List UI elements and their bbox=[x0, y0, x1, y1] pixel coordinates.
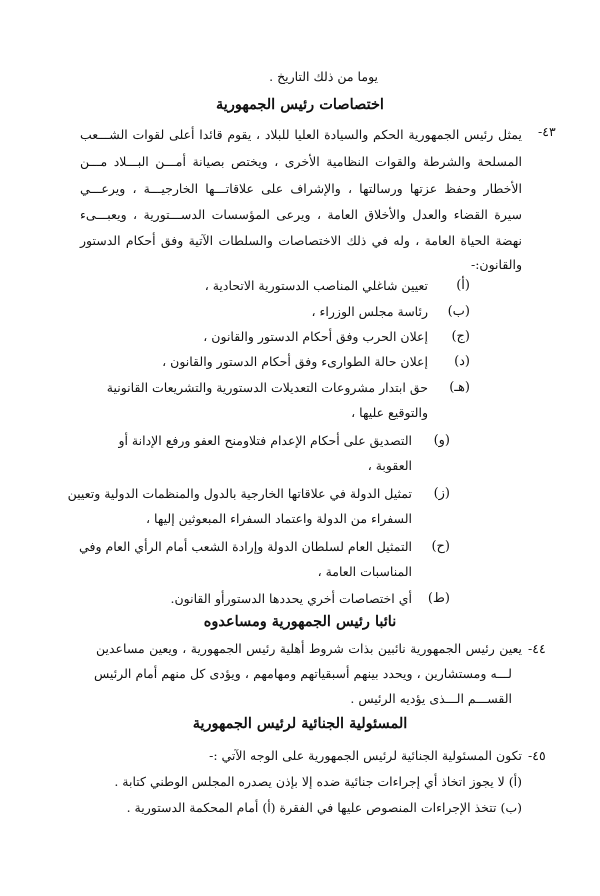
article-number-45: -٤٥ bbox=[528, 748, 546, 763]
section-heading-criminal-liability: المسئولية الجنائية لرئيس الجمهورية bbox=[192, 715, 408, 732]
item-text: أي اختصاصات أخري يحددها الدستورأو القانون. bbox=[170, 591, 412, 606]
paragraph-line: الأخطار وحفظ عزتها ورسالتها ، والإشراف على علاقاتـــها الخارجيـــة ، ويرعـــي bbox=[80, 181, 522, 196]
item-label: (د) bbox=[454, 354, 470, 369]
article-number-44: -٤٤ bbox=[528, 641, 546, 656]
item-label: (ج) bbox=[451, 329, 470, 344]
item-text: حق ابتدار مشروعات التعديلات الدستورية والتشريعات القانونية bbox=[106, 380, 428, 395]
paragraph-line: المسلحة والشرطة والقوات النظامية الأخرى ، ويختص بصيانة أمـــن البـــلاد مـــن bbox=[80, 154, 522, 169]
paragraph-line: يمثل رئيس الجمهورية الحكم والسيادة العليا للبلاد ، يقوم قائدا أعلى لقوات الشـــعب bbox=[80, 127, 522, 142]
article-number-43: -٤٣ bbox=[538, 124, 556, 139]
item-label: (ب) bbox=[447, 304, 470, 319]
item-text: التمثيل العام لسلطان الدولة وإرادة الشعب أمام الرأي العام وفي bbox=[79, 539, 412, 554]
list-item: (أ) لا يجوز اتخاذ أي إجراءات جنائية ضده إلا بإذن يصدره المجلس الوطني كتابة . bbox=[114, 774, 522, 789]
section-heading-vice-presidents: نائبا رئيس الجمهورية ومساعدوه bbox=[203, 613, 397, 630]
item-text: رئاسة مجلس الوزراء ، bbox=[311, 304, 428, 319]
item-text: التصديق على أحكام الإعدام فتلاومنح العفو ورفع الإدانة أو bbox=[118, 433, 412, 448]
item-text: والتوقيع عليها ، bbox=[351, 405, 428, 420]
item-label: (ح) bbox=[431, 539, 450, 554]
paragraph-line: تكون المسئولية الجنائية لرئيس الجمهورية على الوجه الآتي :- bbox=[209, 748, 522, 763]
paragraph-line: نهضة الحياة العامة ، وله في ذلك الاختصاصات والسلطات الآتية وفق أحكام الدستور bbox=[80, 233, 522, 248]
item-text: المناسبات العامة ، bbox=[317, 564, 412, 579]
item-label: (ط) bbox=[427, 591, 450, 606]
item-text: تعيين شاغلي المناصب الدستورية الاتحادية ، bbox=[204, 278, 428, 293]
paragraph-line: والقانون:- bbox=[470, 257, 522, 272]
item-text: إعلان الحرب وفق أحكام الدستور والقانون ، bbox=[203, 329, 428, 344]
item-text: إعلان حالة الطوارىء وفق أحكام الدستور والقانون ، bbox=[162, 354, 428, 369]
paragraph-line: يعين رئيس الجمهورية نائبين بذات شروط أهلية رئيس الجمهورية ، ويعين مساعدين bbox=[96, 641, 522, 656]
item-label: (ز) bbox=[433, 486, 450, 501]
intro-line: يوما من ذلك التاريخ . bbox=[269, 69, 378, 84]
list-item: (ب) تتخذ الإجراءات المنصوص عليها في الفقرة (أ) أمام المحكمة الدستورية . bbox=[126, 800, 522, 815]
item-text: تمثيل الدولة في علاقاتها الخارجية بالدول والمنظمات الدولية وتعيين bbox=[67, 486, 412, 501]
item-text: السفراء من الدولة واعتماد السفراء المبعوثين إليها ، bbox=[146, 511, 412, 526]
section-heading-president-powers: اختصاصات رئيس الجمهورية bbox=[216, 96, 384, 113]
item-label: (و) bbox=[433, 433, 450, 448]
item-text: العقوبة ، bbox=[367, 458, 412, 473]
paragraph-line: سيرة القضاء والعدل والأخلاق العامة ، ويرعى المؤسسات الدســـتورية ، ويعبـــىء bbox=[80, 207, 522, 222]
item-label: (أ) bbox=[456, 278, 470, 293]
paragraph-line: لـــه ومستشارين ، ويحدد بينهم أسبقياتهم ومهامهم ، ويؤدى كل منهم أمام الرئيس bbox=[94, 666, 512, 681]
item-label: (هـ) bbox=[449, 380, 470, 395]
paragraph-line: القســـم الـــذى يؤديه الرئيس . bbox=[350, 691, 512, 706]
